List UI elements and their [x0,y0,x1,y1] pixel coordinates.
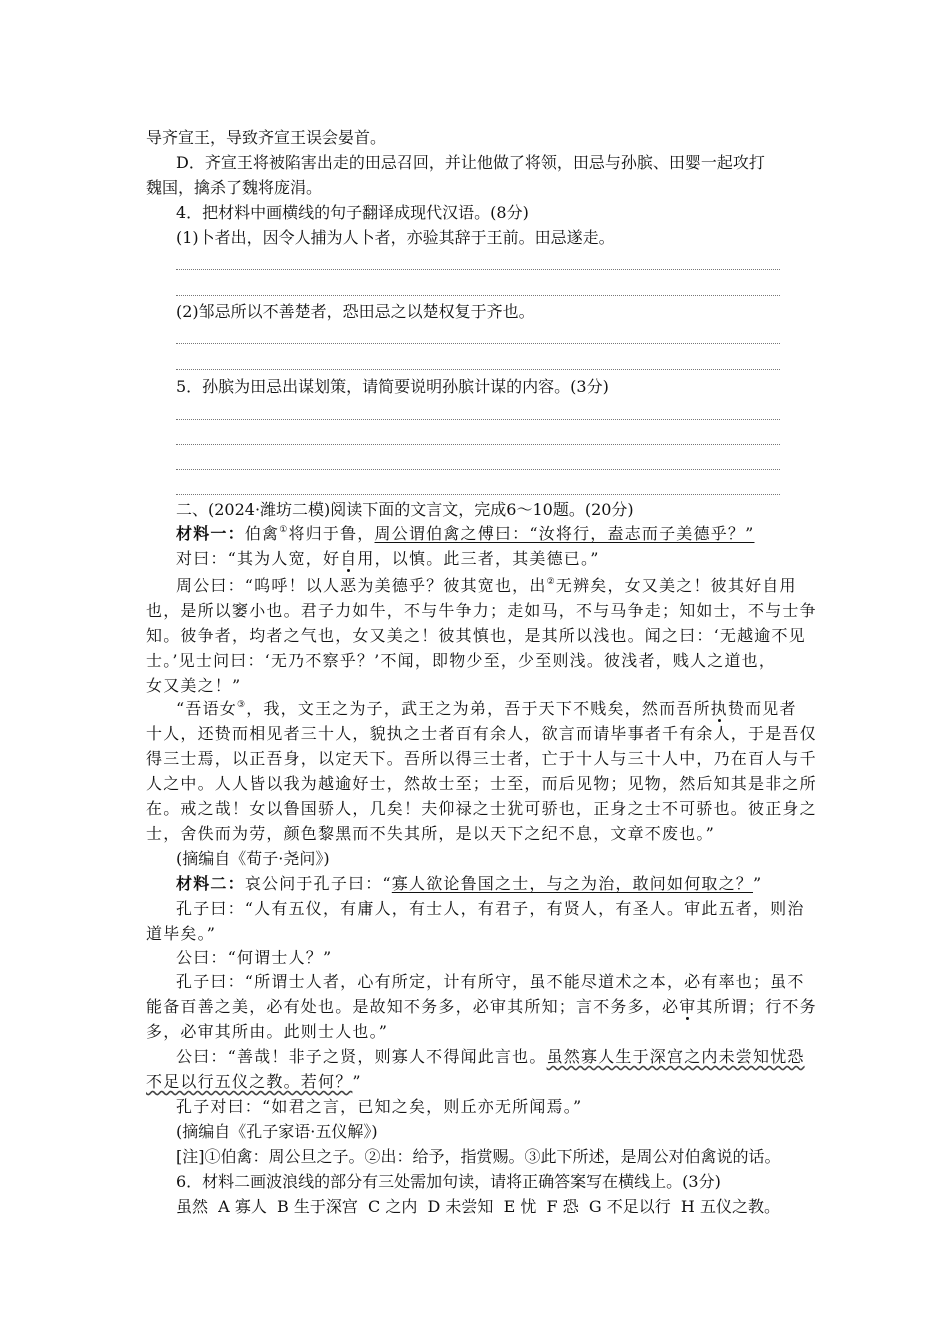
answer-line[interactable] [176,419,780,420]
annotation-note: [注]①伯禽：周公旦之子。②出：给予，指赏赐。③此下所述，是周公对伯禽说的话。 [176,1147,781,1166]
material-2-line: 道毕矣。” [146,924,217,943]
question-5-title: 5．孙膑为田忌出谋划策，请简要说明孙膑计谋的内容。(3分) [176,377,609,396]
answer-line[interactable] [176,369,780,370]
material-1-line: 材料一：伯禽①将归于鲁，周公谓伯禽之傅曰：“汝将行，盍志而子美德乎？” [176,524,755,543]
material-1-line: “吾语女③，我，文王之为子，武王之为弟，吾于天下不贱矣，然而吾所执贽而见者 [176,699,797,718]
material-1-line: 女又美之！” [146,676,242,695]
answer-line[interactable] [176,444,780,445]
question-6-title: 6．材料二画波浪线的部分有三处需加句读，请将正确答案写在横线上。(3分) [176,1172,721,1191]
emphasis-dot-char: 执 [710,699,728,718]
emphasis-dot-char: 自 [340,549,358,568]
material-2-line: 多，必审其所由。此则士人也。” [146,1022,389,1041]
material-2-line: 孔子曰：“人有五仪，有庸人，有士人，有君子，有贤人，有圣人。审此五者，则治 [176,899,805,918]
wavy-underlined-passage: 虽然寡人生于深宫之内未尝知忧恐 [546,1047,805,1066]
option-d-continuation: 魏国，擒杀了魏将庞涓。 [146,178,323,197]
material-1-line: 士，舍佚而为劳，颜色黎黑而不失其所，是以天下之纪不息，文章不废也。” [146,824,715,843]
question-4-sentence-1: (1)卜者出，因令人捕为人卜者，亦验其辞于王前。田忌遂走。 [176,228,615,247]
material-1-line: 知。彼争者，均者之气也，女又美之！彼其慎也，是其所以浅也。闻之曰：‘无越逾不见 [146,626,806,645]
material-2-line: 不足以行五仪之教。若何？” [146,1072,362,1091]
material-2-line: 材料二：哀公问于孔子曰：“寡人欲论鲁国之士，与之为治，敢问如何取之？” [176,874,763,893]
material-1-line: 人之中。人人皆以我为越逾好士，然故士至；士至，而后见物；见物，然后知其是非之所 [146,774,817,793]
material-1-line: 十人，还贽而相见者三十人，貌执之士者百有余人，欲言而请毕事者千有余人，于是吾仅 [146,724,817,743]
material-2-line: 能备百善之美，必有处也。是故知不务多，必审其所知；言不务多，必审其所谓；行不务 [146,997,817,1016]
answer-line[interactable] [176,295,780,296]
emphasis-dot-char: 审 [679,997,697,1016]
answer-line[interactable] [176,343,780,344]
underlined-sentence: 周公谓伯禽之傅曰：“汝将行，盍志而子美德乎？” [374,524,755,543]
answer-line[interactable] [176,269,780,270]
material-1-line: 在。戒之哉！女以鲁国骄人，几矣！夫仰禄之士犹可骄也，正身之士不可骄也。彼正身之 [146,799,817,818]
question-6-options: 虽然 A 寡人 B 生于深宫 C 之内 D 未尝知 E 忧 F 恐 G 不足以行 H 五仪之教。 [176,1197,780,1216]
question-4-sentence-2: (2)邹忌所以不善楚者，恐田忌之以楚权复于齐也。 [176,302,535,321]
question-4-title: 4．把材料中画横线的句子翻译成现代汉语。(8分) [176,203,529,222]
material-1-line: 周公曰：“呜呼！以人恶为美德乎？彼其宽也，出②无辨矣，女又美之！彼其好自用 [176,576,797,595]
wavy-underlined-passage: 不足以行五仪之教。若何？ [146,1072,353,1091]
material-2-label: 材料二： [176,874,245,893]
material-2-source: (摘编自《孔子家语·五仪解》) [176,1122,378,1141]
answer-line[interactable] [176,494,780,495]
material-2-line: 孔子对曰：“如君之言，已知之矣，则丘亦无所闻焉。” [176,1097,583,1116]
option-c-continuation: 导齐宣王，导致齐宣王误会晏首。 [146,128,387,147]
material-1-line: 士。’见士问曰：‘无乃不察乎？’不闻，即物少至，少至则浅。彼浅者，贱人之道也， [146,651,777,670]
section-2-header: 二、(2024·潍坊二模)阅读下面的文言文，完成6～10题。(20分) [176,500,634,519]
material-1-line: 得三士焉，以正吾身，以定天下。吾所以得三士者，亡于十人与三十人中，乃在百人与千 [146,749,817,768]
material-2-line: 公曰：“善哉！非子之贤，则寡人不得闻此言也。虽然寡人生于深宫之内未尝知忧恐 [176,1047,805,1066]
material-1-line: 对曰：“其为人宽，好自用，以慎。此三者，其美德已。” [176,549,600,568]
material-1-line: 也，是所以窭小也。君子力如牛，不与牛争力；走如马，不与马争走；知如士，不与士争 [146,601,817,620]
answer-line[interactable] [176,469,780,470]
material-1-source: (摘编自《荀子·尧问》) [176,849,330,868]
material-2-line: 孔子曰：“所谓士人者，心有所定，计有所守，虽不能尽道术之本，必有率也；虽不 [176,972,805,991]
option-d: D．齐宣王将被陷害出走的田忌召回，并让他做了将领，田忌与孙膑、田婴一起攻打 [176,153,765,172]
material-2-line: 公曰：“何谓士人？” [176,948,333,967]
material-1-label: 材料一： [176,524,245,543]
underlined-sentence: 寡人欲论鲁国之士，与之为治，敢问如何取之？ [391,874,753,893]
